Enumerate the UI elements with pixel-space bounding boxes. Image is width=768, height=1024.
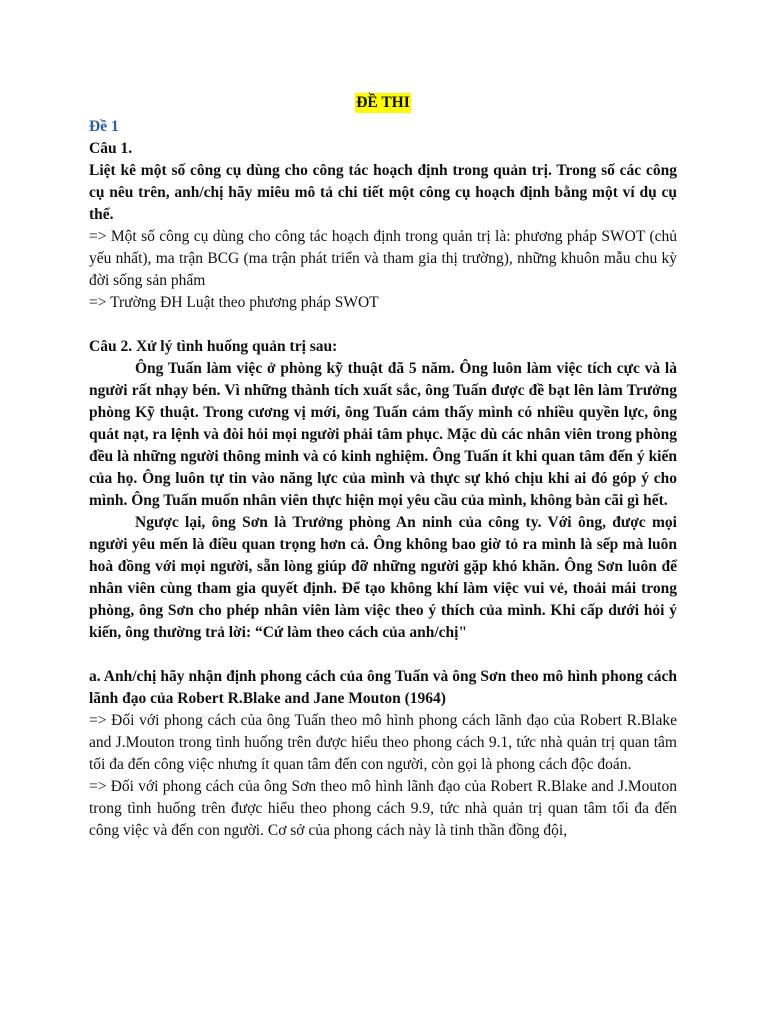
question-2a-text: a. Anh/chị hãy nhận định phong cách của ông Tuấn và ông Sơn theo mô hình phong cách lãnh đạo của Robert R.Blake and Jane Mouton (1964) xyxy=(89,668,677,707)
spacer xyxy=(89,314,677,336)
question-2a-answer-2: => Đối với phong cách của ông Sơn theo mô hình lãnh đạo của Robert R.Blake and J.Mouton trong tình huống trên được hiểu theo phong cách 9.9, tức nhà quản trị quan tâm tối đa đến công việc và đến con người. Cơ sở của phong cách này là tinh thần đồng đội, xyxy=(89,778,677,839)
question-1-label: Câu 1. xyxy=(89,140,133,157)
question-2a-answer-1: => Đối với phong cách của ông Tuấn theo mô hình phong cách lãnh đạo của Robert R.Blake and J.Mouton trong tình huống trên được hiểu theo phong cách 9.1, tức nhà quản trị quan tâm tối đa đến công việc nhưng ít quan tâm đến con người, còn gọi là phong cách độc đoán. xyxy=(89,712,677,773)
exam-set-heading: Đề 1 xyxy=(89,118,119,135)
question-2-label: Câu 2. Xử lý tình huống quản trị sau: xyxy=(89,338,338,355)
spacer xyxy=(89,644,677,666)
question-1-answer-1: => Một số công cụ dùng cho công tác hoạch định trong quản trị là: phương pháp SWOT (chủ yếu nhất), ma trận BCG (ma trận phát triển và tham gia thị trường), những khuôn mẫu chu kỳ đời sống sản phẩm xyxy=(89,228,677,289)
exam-title: ĐỀ THI xyxy=(356,94,410,111)
question-1-answer-2: => Trường ĐH Luật theo phương pháp SWOT xyxy=(89,294,379,311)
title-wrapper xyxy=(89,92,677,114)
question-2-paragraph-2: Ngược lại, ông Sơn là Trưởng phòng An ninh của công ty. Với ông, được mọi người yêu mến là điều quan trọng hơn cả. Ông không bao giờ tỏ ra mình là sếp mà luôn hoà đồng với mọi người, sẵn lòng giúp đỡ những người gặp khó khăn. Ông Sơn luôn để nhân viên cùng tham gia quyết định. Để tạo không khí làm việc vui vẻ, thoải mái trong phòng, ông Sơn cho phép nhân viên làm việc theo ý thích của mình. Khi cấp dưới hỏi ý kiến, ông thường trả lời: “Cứ làm theo cách của anh/chị" xyxy=(89,514,677,641)
document-body xyxy=(89,92,677,842)
question-1-text: Liệt kê một số công cụ dùng cho công tác hoạch định trong quản trị. Trong số các công cụ nêu trên, anh/chị hãy miêu mô tả chi tiết một công cụ hoạch định bằng một ví dụ cụ thể. xyxy=(89,162,677,223)
question-2-paragraph-1: Ông Tuấn làm việc ở phòng kỹ thuật đã 5 năm. Ông luôn làm việc tích cực và là người rất nhạy bén. Vì những thành tích xuất sắc, ông Tuấn được đề bạt lên làm Trưởng phòng Kỹ thuật. Trong cương vị mới, ông Tuấn cảm thấy mình có nhiều quyền lực, ông quát nạt, ra lệnh và đòi hỏi mọi người phải tâm phục. Mặc dù các nhân viên trong phòng đều là những người thông minh và có kinh nghiệm. Ông Tuấn ít khi quan tâm đến ý kiến của họ. Ông luôn tự tin vào năng lực của mình và thực sự khó chịu khi ai đó góp ý cho mình. Ông Tuấn muốn nhân viên thực hiện mọi yêu cầu của mình, không bàn cãi gì hết. xyxy=(89,360,677,509)
